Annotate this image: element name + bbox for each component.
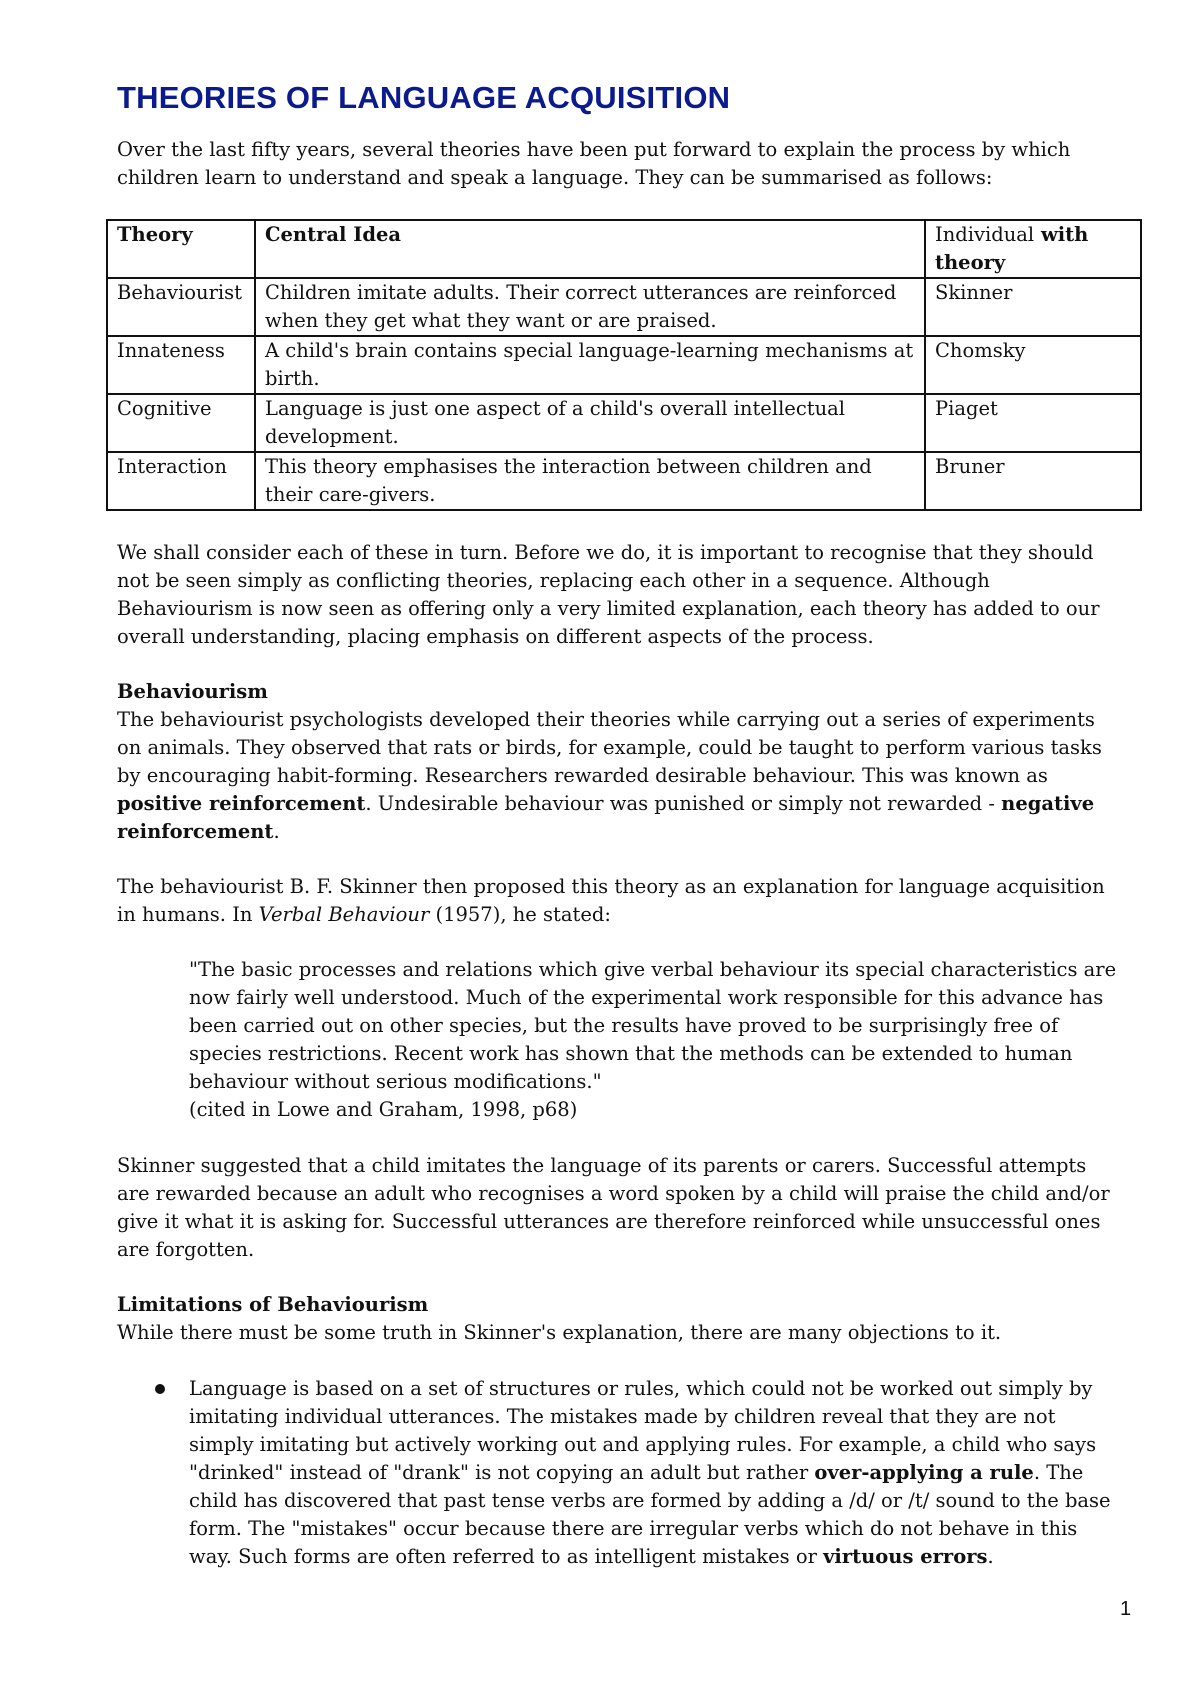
intro-paragraph: Over the last fifty years, several theories have been put forward to explain the process by which children learn to understand and speak a language. They can be summarised as follows: <box>117 138 1071 189</box>
skinner-paragraph <box>117 873 1117 929</box>
behaviourism-text: The behaviourist psychologists developed their theories while carrying out a series of experiments on animals. They observed that rats or birds, for example, could be taught to perform various tasks by encouraging habit-forming. Researchers rewarded desirable behaviour. This was known as <box>117 708 1102 787</box>
imitation-paragraph: Skinner suggested that a child imitates the language of its parents or carers. Successful attempts are rewarded because an adult who recognises a word spoken by a child will praise the child and/or give it what it is asking for. Successful utterances are therefore reinforced while unsuccessful ones are forgotten. <box>117 1154 1110 1261</box>
behaviourism-section <box>117 678 1117 846</box>
theories-table <box>106 219 1142 511</box>
cell-idea: A child's brain contains special language-learning mechanisms at birth. <box>255 336 925 394</box>
cell-theory: Innateness <box>107 336 255 394</box>
cell-theory: Behaviourist <box>107 278 255 336</box>
positive-reinforcement-term: positive reinforcement <box>117 792 366 815</box>
skinner-quote <box>189 956 1117 1124</box>
cell-idea: This theory emphasises the interaction between children and their care-givers. <box>255 452 925 510</box>
table-row <box>107 452 1141 510</box>
behaviourism-text: . Undesirable behaviour was punished or simply not rewarded - <box>365 792 1002 815</box>
document-page <box>117 70 1117 1571</box>
limitations-intro: While there must be some truth in Skinner's explanation, there are many objections to it. <box>117 1321 1002 1344</box>
cell-individual: Skinner <box>925 278 1141 336</box>
cell-individual: Chomsky <box>925 336 1141 394</box>
quote-text: "The basic processes and relations which give verbal behaviour its special characteristics are now fairly well understood. Much of the experimental work responsible for this advance has been carried out on other species, but the results have proved to be surprisingly free of species restrictions. Recent work has shown that the methods can be extended to human behaviour without serious modifications." <box>189 958 1117 1093</box>
cell-idea: Children imitate adults. Their correct utterances are reinforced when they get what they want or are praised. <box>255 278 925 336</box>
header-central-idea: Central Idea <box>255 220 925 278</box>
skinner-text: The behaviourist B. F. Skinner then proposed this theory as an explanation for language acquisition in humans. In <box>117 875 1105 926</box>
consider-paragraph: We shall consider each of these in turn. Before we do, it is important to recognise that they should not be seen simply as conflicting theories, replacing each other in a sequence. Although Behaviourism is now seen as offering only a very limited explanation, each theory has added to our overall understanding, placing emphasis on different aspects of the process. <box>117 541 1100 648</box>
table-row <box>107 278 1141 336</box>
bullet-icon <box>155 1384 165 1394</box>
virtuous-errors-term: virtuous errors <box>823 1545 988 1568</box>
table-row <box>107 394 1141 452</box>
document-title: THEORIES OF LANGUAGE ACQUISITION <box>117 80 731 115</box>
skinner-text: (1957), he stated: <box>429 903 611 926</box>
limitations-list <box>117 1375 1117 1571</box>
header-with-theory: with theory <box>935 223 1089 274</box>
behaviourism-text: . <box>273 820 280 843</box>
cell-individual: Bruner <box>925 452 1141 510</box>
table-header-row <box>107 220 1141 278</box>
header-individual <box>925 220 1141 278</box>
cell-idea: Language is just one aspect of a child's overall intellectual development. <box>255 394 925 452</box>
bullet-text: . The child has discovered that past tense verbs are formed by adding a /d/ or /t/ sound to the base form. The "mistakes" occur because there are irregular verbs which do not behave in this way. Such forms are often referred to as intelligent mistakes or <box>189 1461 1111 1568</box>
cell-theory: Interaction <box>107 452 255 510</box>
over-applying-term: over-applying a rule <box>814 1461 1034 1484</box>
table-row <box>107 336 1141 394</box>
bullet-text: Language is based on a set of structures or rules, which could not be worked out simply by imitating individual utterances. The mistakes made by children reveal that they are not simply imitating but actively working out and applying rules. For example, a child who says "drinked" instead of "drank" is not copying an adult but rather <box>189 1377 1097 1484</box>
limitations-section <box>117 1291 1117 1347</box>
book-title: Verbal Behaviour <box>258 903 430 926</box>
bullet-text: . <box>987 1545 994 1568</box>
behaviourism-heading: Behaviourism <box>117 680 268 703</box>
header-theory: Theory <box>107 220 255 278</box>
negative-reinforcement-term: negative reinforcement <box>117 792 1095 843</box>
limitations-heading: Limitations of Behaviourism <box>117 1293 429 1316</box>
header-individual-label: Individual <box>935 223 1035 246</box>
cell-theory: Cognitive <box>107 394 255 452</box>
page-number: 1 <box>1120 1598 1132 1620</box>
cell-individual: Piaget <box>925 394 1141 452</box>
list-item <box>189 1375 1117 1571</box>
quote-citation: (cited in Lowe and Graham, 1998, p68) <box>189 1098 578 1121</box>
